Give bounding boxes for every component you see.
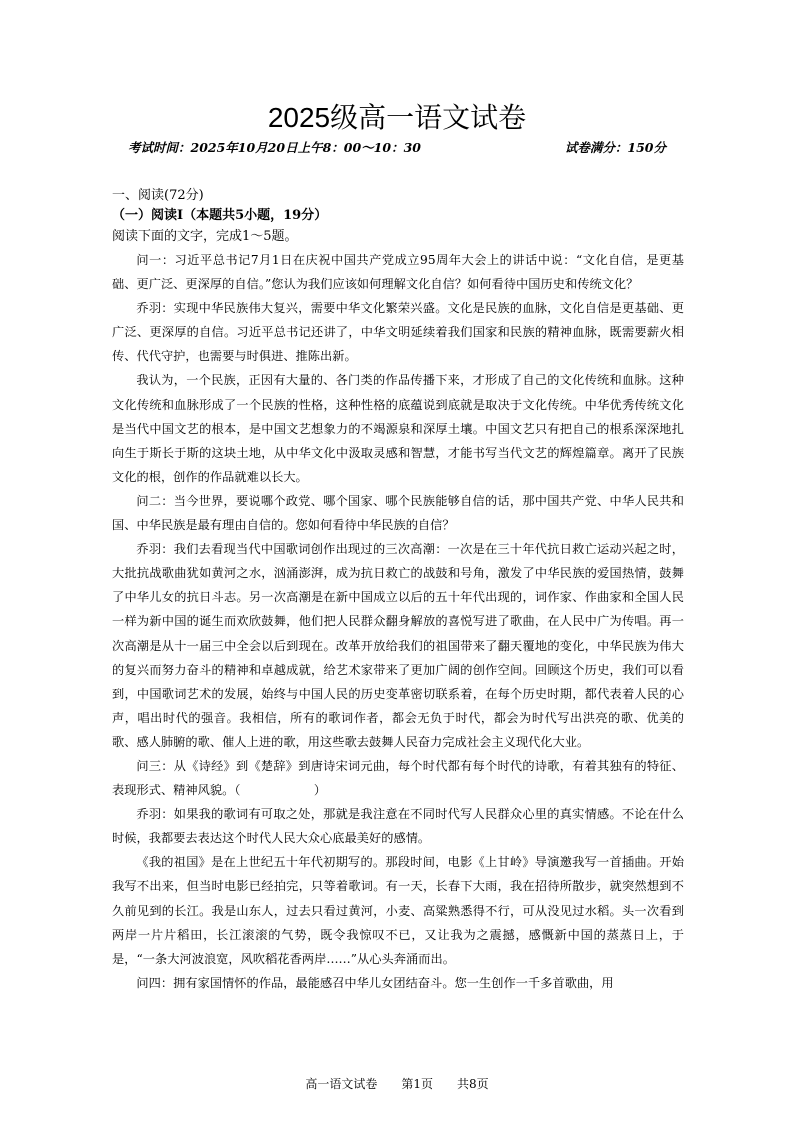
answer-1-part-1: 乔羽：实现中华民族伟大复兴，需要中华文化繁荣兴盛。文化是民族的血脉，文化自信是更基础、更广泛、更深厚的自信。习近平总书记还讲了，中华文明延续着我们国家和民族的精神血脉，既需要薪火相传、代代守护，也需要与时俱进、推陈出新。 bbox=[112, 301, 684, 364]
answer-2: 乔羽：我们去看现当代中国歌词创作出现过的三次高潮：一次是在三十年代抗日救亡运动兴起之时，大批抗战歌曲犹如黄河之水，汹涌澎湃，成为抗日救亡的战鼓和号角，激发了中华民族的爱国热情，鼓舞了中华儿女的抗日斗志。另一次高潮是在新中国成立以后的五十年代出现的，词作家、作曲家和全国人民一样为新中国的诞生而欢欣鼓舞，他们把人民群众翻身解放的喜悦写进了歌曲，在人民中广为传唱。再一次高潮是从十一届三中全会以后到现在。改革开放给我们的祖国带来了翻天覆地的变化，中华民族为伟大的复兴而努力奋斗的精神和卓越成就，给艺术家带来了更加广阔的创作空间。回顾这个历史，我们可以看到，中国歌词艺术的发展，始终与中国人民的历史变革密切联系着，在每个历史时期，都代表着人民的心声，唱出时代的强音。我相信，所有的歌词作者，都会无负于时代，都会为时代写出洪亮的歌、优美的歌、感人肺腑的歌、催人上进的歌，用这些歌去鼓舞人民奋力完成社会主义现代化大业。 bbox=[112, 542, 684, 749]
page-footer: 高一语文试卷 第1页 共8页 bbox=[305, 1077, 489, 1091]
answer-3-part-2: 《我的祖国》是在上世纪五十年代初期写的。那段时间，电影《上甘岭》导演邀我写一首插曲。开始我写不出来，但当时电影已经拍完，只等着歌词。有一天，长春下大雨，我在招待所散步，就突然想到不久前见到的长江。我是山东人，过去只看过黄河，小麦、高粱熟悉得不行，可从没见过水稻。头一次看到两岸一片片稻田，长江滚滚的气势，既令我惊叹不已，又让我为之震撼，感慨新中国的蒸蒸日上，于是，“一条大河波浪宽，风吹稻花香两岸……”从心头奔涌而出。 bbox=[112, 855, 684, 966]
exam-body bbox=[112, 186, 684, 995]
question-3: 问三：从《诗经》到《楚辞》到唐诗宋词元曲，每个时代都有每个时代的诗歌，有着其独有的特征、表现形式、精神风貌。（ ） bbox=[112, 758, 684, 798]
section-heading: 一、阅读(72分) bbox=[112, 188, 204, 203]
exam-meta-line bbox=[128, 138, 666, 158]
question-1: 问一：习近平总书记7月1日在庆祝中国共产党成立95周年大会上的讲话中说：“文化自信，是更基础、更广泛、更深厚的自信。”您认为我们应该如何理解文化自信？如何看待中国历史和传统文化？ bbox=[112, 253, 684, 292]
full-score: 试卷满分：150分 bbox=[564, 140, 666, 155]
exam-time: 考试时间：2025年10月20日上午8：00～10：30 bbox=[128, 140, 421, 155]
answer-1-part-2: 我认为，一个民族，正因有大量的、各门类的作品传播下来，才形成了自己的文化传统和血脉。这种文化传统和血脉形成了一个民族的性格，这种性格的底蕴说到底就是取决于文化传统。中华优秀传统文化是当代中国文艺的根本，是中国文艺想象力的不竭源泉和深厚土壤。中国文艺只有把自己的根系深深地扎向生于斯长于斯的这块土地，从中华文化中汲取灵感和智慧，才能书写当代文艺的辉煌篇章。离开了民族文化的根，创作的作品就难以长大。 bbox=[112, 373, 684, 484]
reading-instruction: 阅读下面的文字，完成1～5题。 bbox=[112, 229, 298, 244]
answer-3-part-1: 乔羽：如果我的歌词有可取之处，那就是我注意在不同时代写人民群众心里的真实情感。不论在什么时候，我都要去表达这个时代人民大众心底最美好的感情。 bbox=[112, 807, 684, 846]
question-4: 问四：拥有家国情怀的作品，最能感召中华儿女团结奋斗。您一生创作一千多首歌曲，用 bbox=[136, 975, 614, 990]
subsection-heading: （一）阅读Ⅰ（本题共5小题，19分） bbox=[112, 208, 328, 223]
question-2: 问二：当今世界，要说哪个政党、哪个国家、哪个民族能够自信的话，那中国共产党、中华人民共和国、中华民族是最有理由自信的。您如何看待中华民族的自信？ bbox=[112, 493, 684, 533]
exam-title: 2025级高一语文试卷 bbox=[267, 102, 527, 133]
